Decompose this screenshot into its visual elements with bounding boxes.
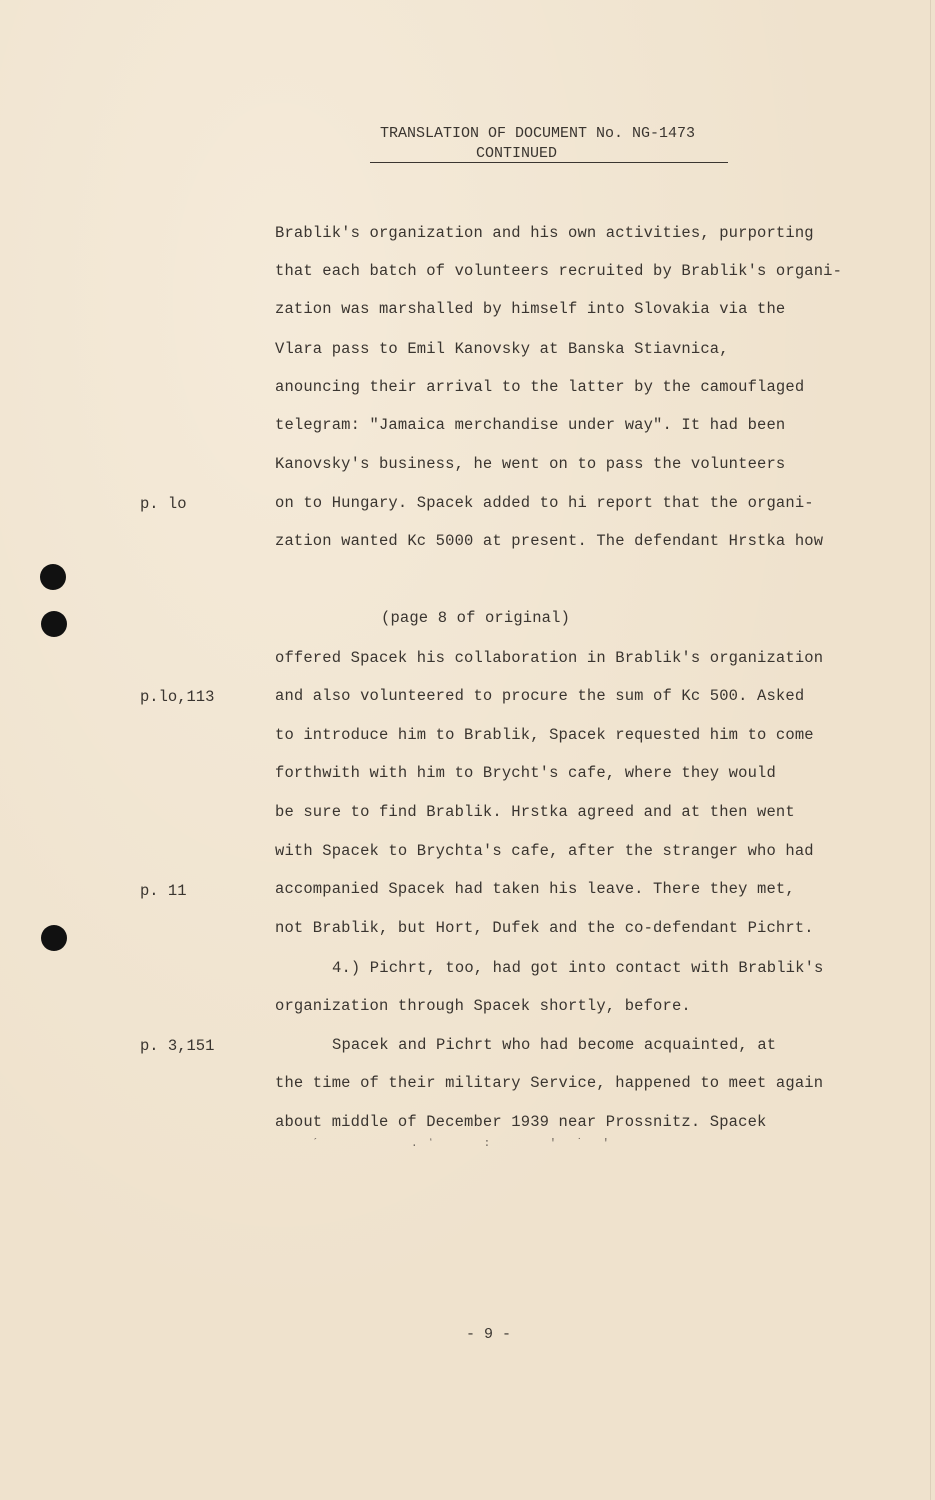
- body-line: zation was marshalled by himself into Slovakia via the: [275, 300, 786, 318]
- punch-hole-3: [41, 925, 67, 951]
- body-line: with Spacek to Brychta's cafe, after the stranger who had: [275, 842, 814, 860]
- body-line: forthwith with him to Brycht's cafe, where they would: [275, 764, 776, 782]
- original-page-marker: (page 8 of original): [381, 609, 571, 627]
- faint-marks: ˊ . ̒ : ' ˙ ': [312, 1138, 610, 1150]
- punch-hole-2: [41, 611, 67, 637]
- body-line: offered Spacek his collaboration in Brablik's organization: [275, 649, 824, 667]
- body-line: be sure to find Brablik. Hrstka agreed and at then went: [275, 803, 795, 821]
- body-line: telegram: "Jamaica merchandise under way". It had been: [275, 416, 786, 434]
- body-line: on to Hungary. Spacek added to hi report that the organi-: [275, 494, 814, 512]
- body-line: and also volunteered to procure the sum of Kc 500. Asked: [275, 687, 805, 705]
- punch-hole-1: [40, 564, 66, 590]
- body-line: to introduce him to Brablik, Spacek requested him to come: [275, 726, 814, 744]
- body-line: the time of their military Service, happened to meet again: [275, 1074, 824, 1092]
- body-line: about middle of December 1939 near Prossnitz. Spacek: [275, 1113, 767, 1131]
- page-edge: [930, 0, 931, 1500]
- body-line: accompanied Spacek had taken his leave. There they met,: [275, 880, 795, 898]
- body-line: organization through Spacek shortly, before.: [275, 997, 691, 1015]
- page-number: - 9 -: [466, 1326, 512, 1343]
- body-line: anouncing their arrival to the latter by the camouflaged: [275, 378, 805, 396]
- body-line: Brablik's organization and his own activities, purporting: [275, 224, 814, 242]
- header-subtitle: CONTINUED: [476, 145, 558, 162]
- margin-note: p. lo: [140, 495, 187, 513]
- body-line: 4.) Pichrt, too, had got into contact with Brablik's: [332, 959, 824, 977]
- body-line: Kanovsky's business, he went on to pass the volunteers: [275, 455, 786, 473]
- header-title: TRANSLATION OF DOCUMENT No. NG-1473: [380, 125, 696, 142]
- body-line: Spacek and Pichrt who had become acquainted, at: [332, 1036, 777, 1054]
- body-line: that each batch of volunteers recruited by Brablik's organi-: [275, 262, 843, 280]
- body-line: zation wanted Kc 5000 at present. The defendant Hrstka how: [275, 532, 824, 550]
- margin-note: p. 11: [140, 882, 187, 900]
- margin-note: p. 3,151: [140, 1037, 215, 1055]
- margin-note: p.lo,113: [140, 688, 215, 706]
- body-line: Vlara pass to Emil Kanovsky at Banska Stiavnica,: [275, 340, 729, 358]
- header-underline: [370, 162, 728, 163]
- body-line: not Brablik, but Hort, Dufek and the co-defendant Pichrt.: [275, 919, 814, 937]
